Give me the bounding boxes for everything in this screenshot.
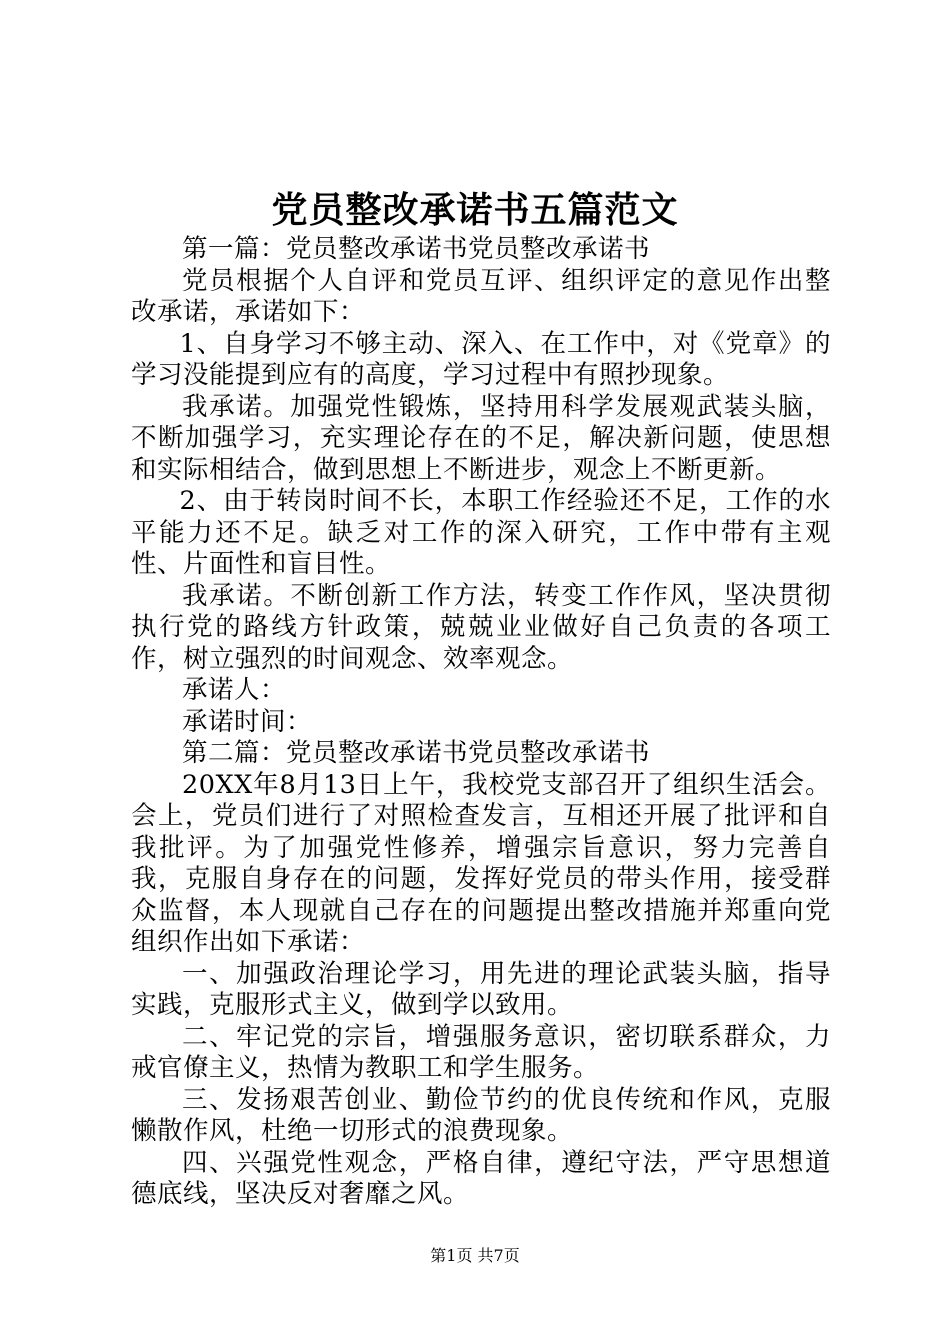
paragraph-item-2: 2、由于转岗时间不长，本职工作经验还不足，工作的水平能力还不足。缺乏对工作的深入研究，工作中带有主观性、片面性和盲目性。 xyxy=(131,486,831,579)
paragraph-intro-2: 20XX年8月13日上午，我校党支部召开了组织生活会。会上，党员们进行了对照检查发言，互相还开展了批评和自我批评。为了加强党性修养，增强宗旨意识，努力完善自我，克服自身存在的问题，发挥好党员的带头作用，接受群众监督，本人现就自己存在的问题提出整改措施并郑重向党组织作出如下承诺： xyxy=(131,769,831,957)
paragraph-point-3: 三、发扬艰苦创业、勤俭节约的优良传统和作风，克服懒散作风，杜绝一切形式的浪费现象。 xyxy=(131,1084,831,1146)
section-heading-1: 第一篇：党员整改承诺书党员整改承诺书 xyxy=(182,234,651,264)
section-heading-2: 第二篇：党员整改承诺书党员整改承诺书 xyxy=(182,738,651,768)
paragraph-point-2: 二、牢记党的宗旨，增强服务意识，密切联系群众，力戒官僚主义，热情为教职工和学生服务。 xyxy=(131,1021,831,1083)
document-title: 党员整改承诺书五篇范文 xyxy=(271,189,679,231)
paragraph-item-1: 1、自身学习不够主动、深入、在工作中，对《党章》的学习没能提到应有的高度，学习过程中有照抄现象。 xyxy=(131,328,831,390)
paragraph: 党员根据个人自评和党员互评、组织评定的意见作出整改承诺，承诺如下： xyxy=(131,265,831,327)
page-number-footer: 第1页 共7页 xyxy=(430,1246,520,1265)
signatory-label: 承诺人： xyxy=(182,675,287,705)
paragraph-point-1: 一、加强政治理论学习，用先进的理论武装头脑，指导实践，克服形式主义，做到学以致用。 xyxy=(131,958,831,1020)
paragraph-pledge-2: 我承诺。不断创新工作方法，转变工作作风，坚决贯彻执行党的路线方针政策，兢兢业业做好自己负责的各项工作，树立强烈的时间观念、效率观念。 xyxy=(131,580,831,674)
paragraph-pledge-1: 我承诺。加强党性锻炼，坚持用科学发展观武装头脑，不断加强学习，充实理论存在的不足，解决新问题，使思想和实际相结合，做到思想上不断进步，观念上不断更新。 xyxy=(131,391,831,485)
document-body xyxy=(131,234,831,1211)
date-label: 承诺时间： xyxy=(182,706,313,737)
paragraph-point-4: 四、兴强党性观念，严格自律，遵纪守法，严守思想道德底线，坚决反对奢靡之风。 xyxy=(131,1147,831,1209)
